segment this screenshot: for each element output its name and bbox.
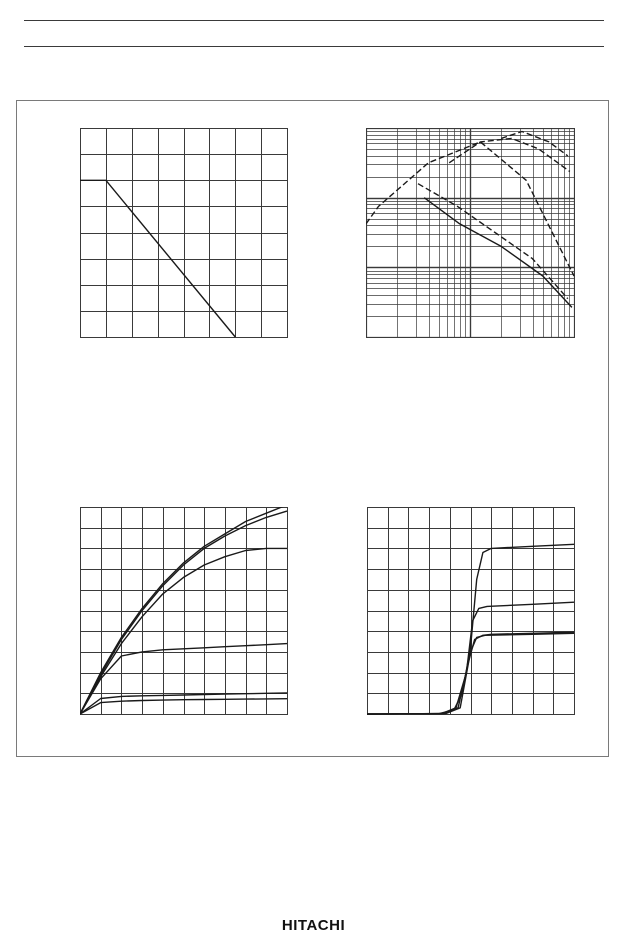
chart-bottom-left-svg bbox=[80, 507, 288, 715]
c2-series-6 bbox=[80, 699, 287, 714]
c2-series-2 bbox=[80, 511, 287, 714]
chart-bottom-right bbox=[367, 507, 575, 715]
chart-top-left-svg bbox=[80, 128, 288, 338]
c0-series-1 bbox=[80, 180, 235, 337]
chart-top-right bbox=[366, 128, 575, 338]
header-rule-bottom bbox=[24, 46, 604, 47]
header-rule-top bbox=[24, 20, 604, 21]
c2-series-1 bbox=[80, 507, 287, 714]
c2-series-5 bbox=[80, 693, 287, 714]
chart-bottom-right-svg bbox=[367, 507, 575, 715]
chart-top-left bbox=[80, 128, 288, 338]
chart-bottom-left bbox=[80, 507, 288, 715]
c1-series-3 bbox=[424, 198, 572, 308]
c3-series-2 bbox=[367, 602, 574, 714]
chart-top-right-svg bbox=[366, 128, 575, 338]
brand-logo: HITACHI bbox=[281, 917, 346, 934]
